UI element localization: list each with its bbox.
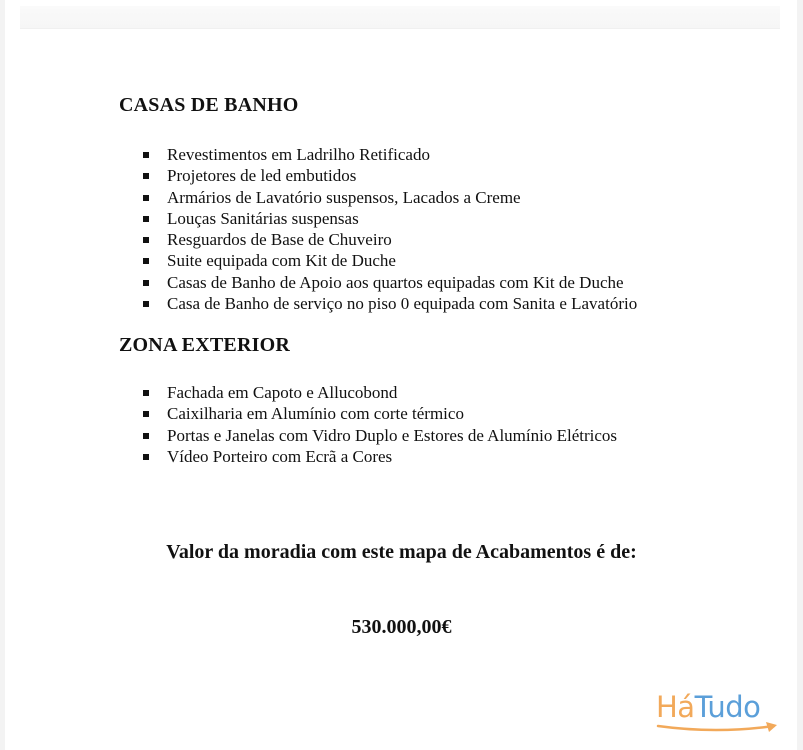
logo-swoosh-arrow-icon <box>656 720 781 738</box>
list-item: Vídeo Porteiro com Ecrã a Cores <box>143 446 617 467</box>
section-title-zona-exterior: ZONA EXTERIOR <box>119 334 290 356</box>
list-item: Portas e Janelas com Vidro Duplo e Estores de Alumínio Elétricos <box>143 425 617 446</box>
logo-part-tudo: Tudo <box>694 690 761 724</box>
list-item: Caixilharia em Alumínio com corte térmico <box>143 403 617 424</box>
list-item: Projetores de led embutidos <box>143 165 637 186</box>
list-item: Suite equipada com Kit de Duche <box>143 250 637 271</box>
list-item: Resguardos de Base de Chuveiro <box>143 229 637 250</box>
list-item: Louças Sanitárias suspensas <box>143 208 637 229</box>
zona-exterior-list <box>143 382 617 467</box>
casas-de-banho-list <box>143 144 637 314</box>
list-item: Casa de Banho de serviço no piso 0 equipada com Sanita e Lavatório <box>143 293 637 314</box>
list-item: Casas de Banho de Apoio aos quartos equipadas com Kit de Duche <box>143 272 637 293</box>
logo-wordmark <box>656 690 781 724</box>
price-label: Valor da moradia com este mapa de Acabamentos é de: <box>166 541 637 563</box>
list-item: Revestimentos em Ladrilho Retificado <box>143 144 637 165</box>
logo-part-ha: Há <box>656 690 695 724</box>
list-item: Armários de Lavatório suspensos, Lacados a Creme <box>143 187 637 208</box>
section-title-casas-de-banho: CASAS DE BANHO <box>119 94 299 116</box>
list-item: Fachada em Capoto e Allucobond <box>143 382 617 403</box>
hatudo-logo <box>656 690 781 740</box>
price-value: 530.000,00€ <box>351 616 452 638</box>
